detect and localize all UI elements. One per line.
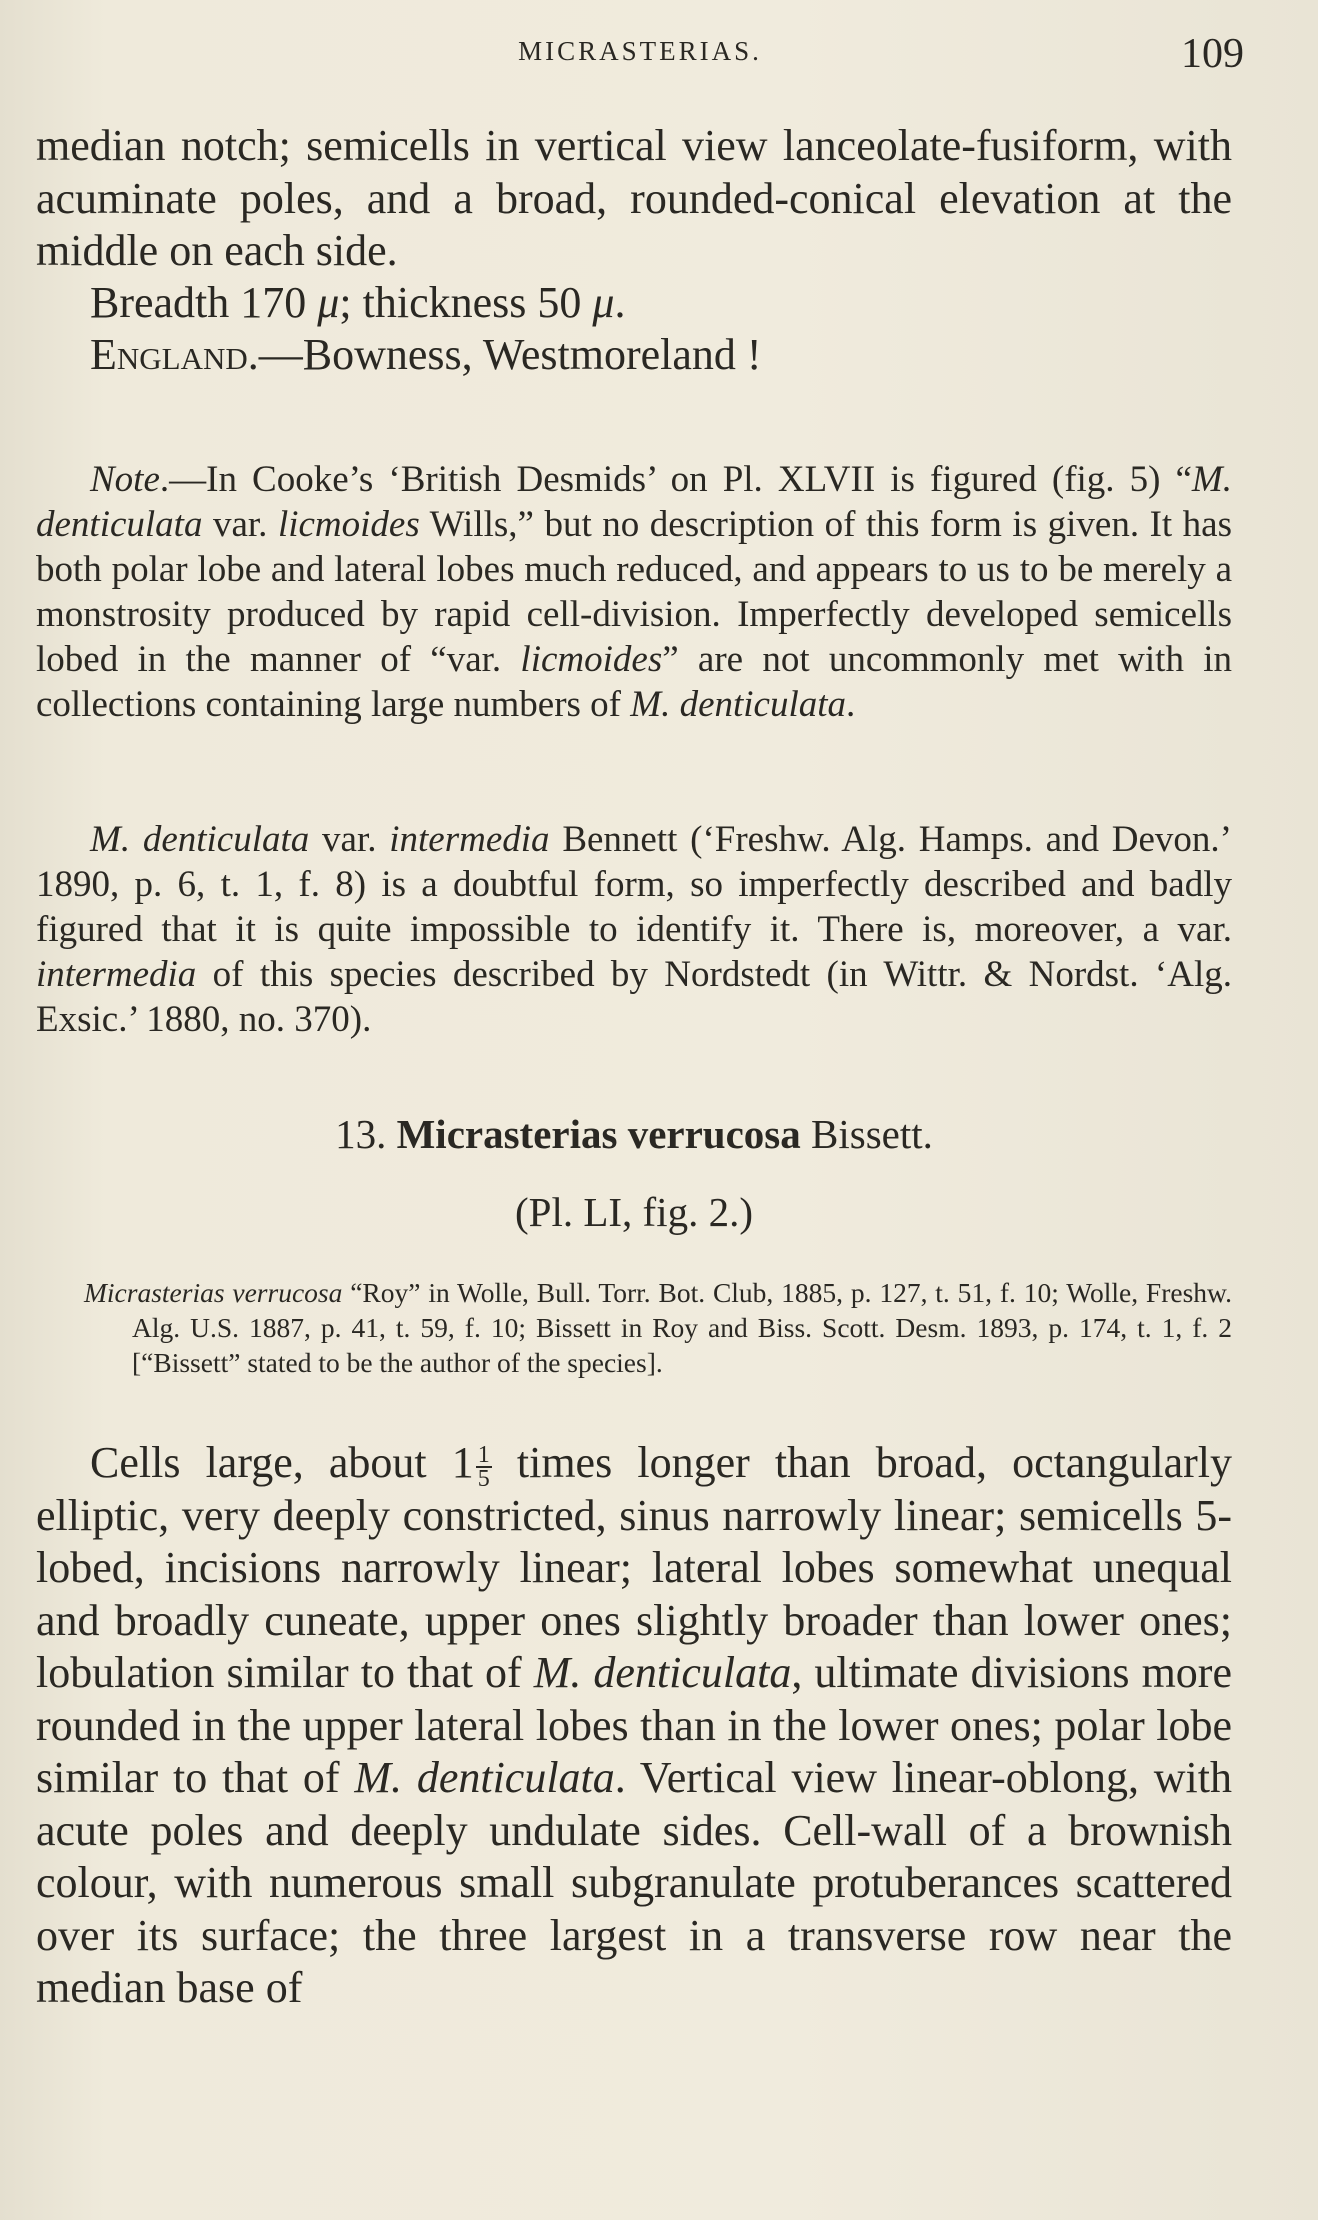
locality-text: .—Bowness, Westmoreland ! — [247, 330, 762, 379]
continued-text: median notch; semicells in vertical view lanceolate-fusiform, with acuminate poles, and a broad, rounded-conical elevation at the middle on each side. — [36, 121, 1232, 275]
running-head — [36, 30, 1244, 80]
species-description: Cells large, about 1 $\frac{1}{5}$ times longer than broad, octangularly elliptic, very deeply constricted, sinus narrowly linear; semicells 5-lobed, incisions narrowly linear; lateral lobes somewhat unequal and broadly cuneate, upper ones slightly broader than lower ones; lobulation similar to that of M. denticulata, ultimate divisions more rounded in the upper lateral lobes than in the lower ones; polar lobe similar to that of M. denticulata. Vertical view linear-oblong, with acute poles and deeply undulate sides. Cell-wall of a brownish colour, with numerous small subgranulate protuberances scattered over its surface; the three largest in a transverse row near the median base of — [36, 1438, 1232, 2013]
locality — [36, 329, 1232, 381]
species-name: Micrasterias verrucosa — [396, 1111, 801, 1157]
species-heading — [36, 1109, 1232, 1159]
continued-paragraph — [36, 120, 1232, 277]
measurements: Breadth 170 μ; thickness 50 μ. — [90, 278, 626, 327]
synonymy: Micrasterias verrucosa “Roy” in Wolle, Bull. Torr. Bot. Club, 1885, p. 127, t. 51, f. 10; Wolle, Freshw. Alg. U.S. 1887, p. 41, t. 59, f. 10; Bissett in Roy and Biss. Scott. Desm. 1893, p. 174, t. 1, f. 2 [“Bissett” stated to be the author of the species]. — [84, 1277, 1232, 1378]
locality-country: England — [90, 330, 248, 379]
micron-symbol: μ — [317, 278, 340, 327]
page-number: 109 — [1181, 31, 1244, 77]
species-number: 13. — [335, 1111, 387, 1157]
running-title: MICRASTERIAS. — [518, 36, 762, 66]
species-author: Bissett. — [811, 1111, 933, 1157]
micron-symbol: μ — [592, 278, 615, 327]
plate-reference: (Pl. LI, fig. 2.) — [515, 1189, 753, 1235]
note-label: Note — [90, 459, 160, 500]
note-paragraph-1: Note.—In Cooke’s ‘British Desmids’ on Pl. XLVII is figured (fig. 5) “M. denticulata var. licmoides Wills,” but no description of this form is given. It has both polar lobe and lateral lobes much reduced, and appears to us to be merely a monstrosity produced by rapid cell-division. Imperfectly developed semicells lobed in the manner of “var. licmoides” are not uncommonly met with in collections containing large numbers of M. denticulata. — [36, 459, 1233, 725]
note-paragraph-2: M. denticulata var. intermedia Bennett (‘Freshw. Alg. Hamps. and Devon.’ 1890, p. 6, t. 1, f. 8) is a doubtful form, so imperfectly described and badly figured that it is quite impossible to identify it. There is, moreover, a var. intermedia of this species described by Nordstedt (in Wittr. & Nordst. ‘Alg. Exsic.’ 1880, no. 370). — [36, 819, 1232, 1040]
fraction: $\frac{1}{5}$ — [477, 1441, 490, 1492]
page-content — [36, 120, 1232, 2015]
